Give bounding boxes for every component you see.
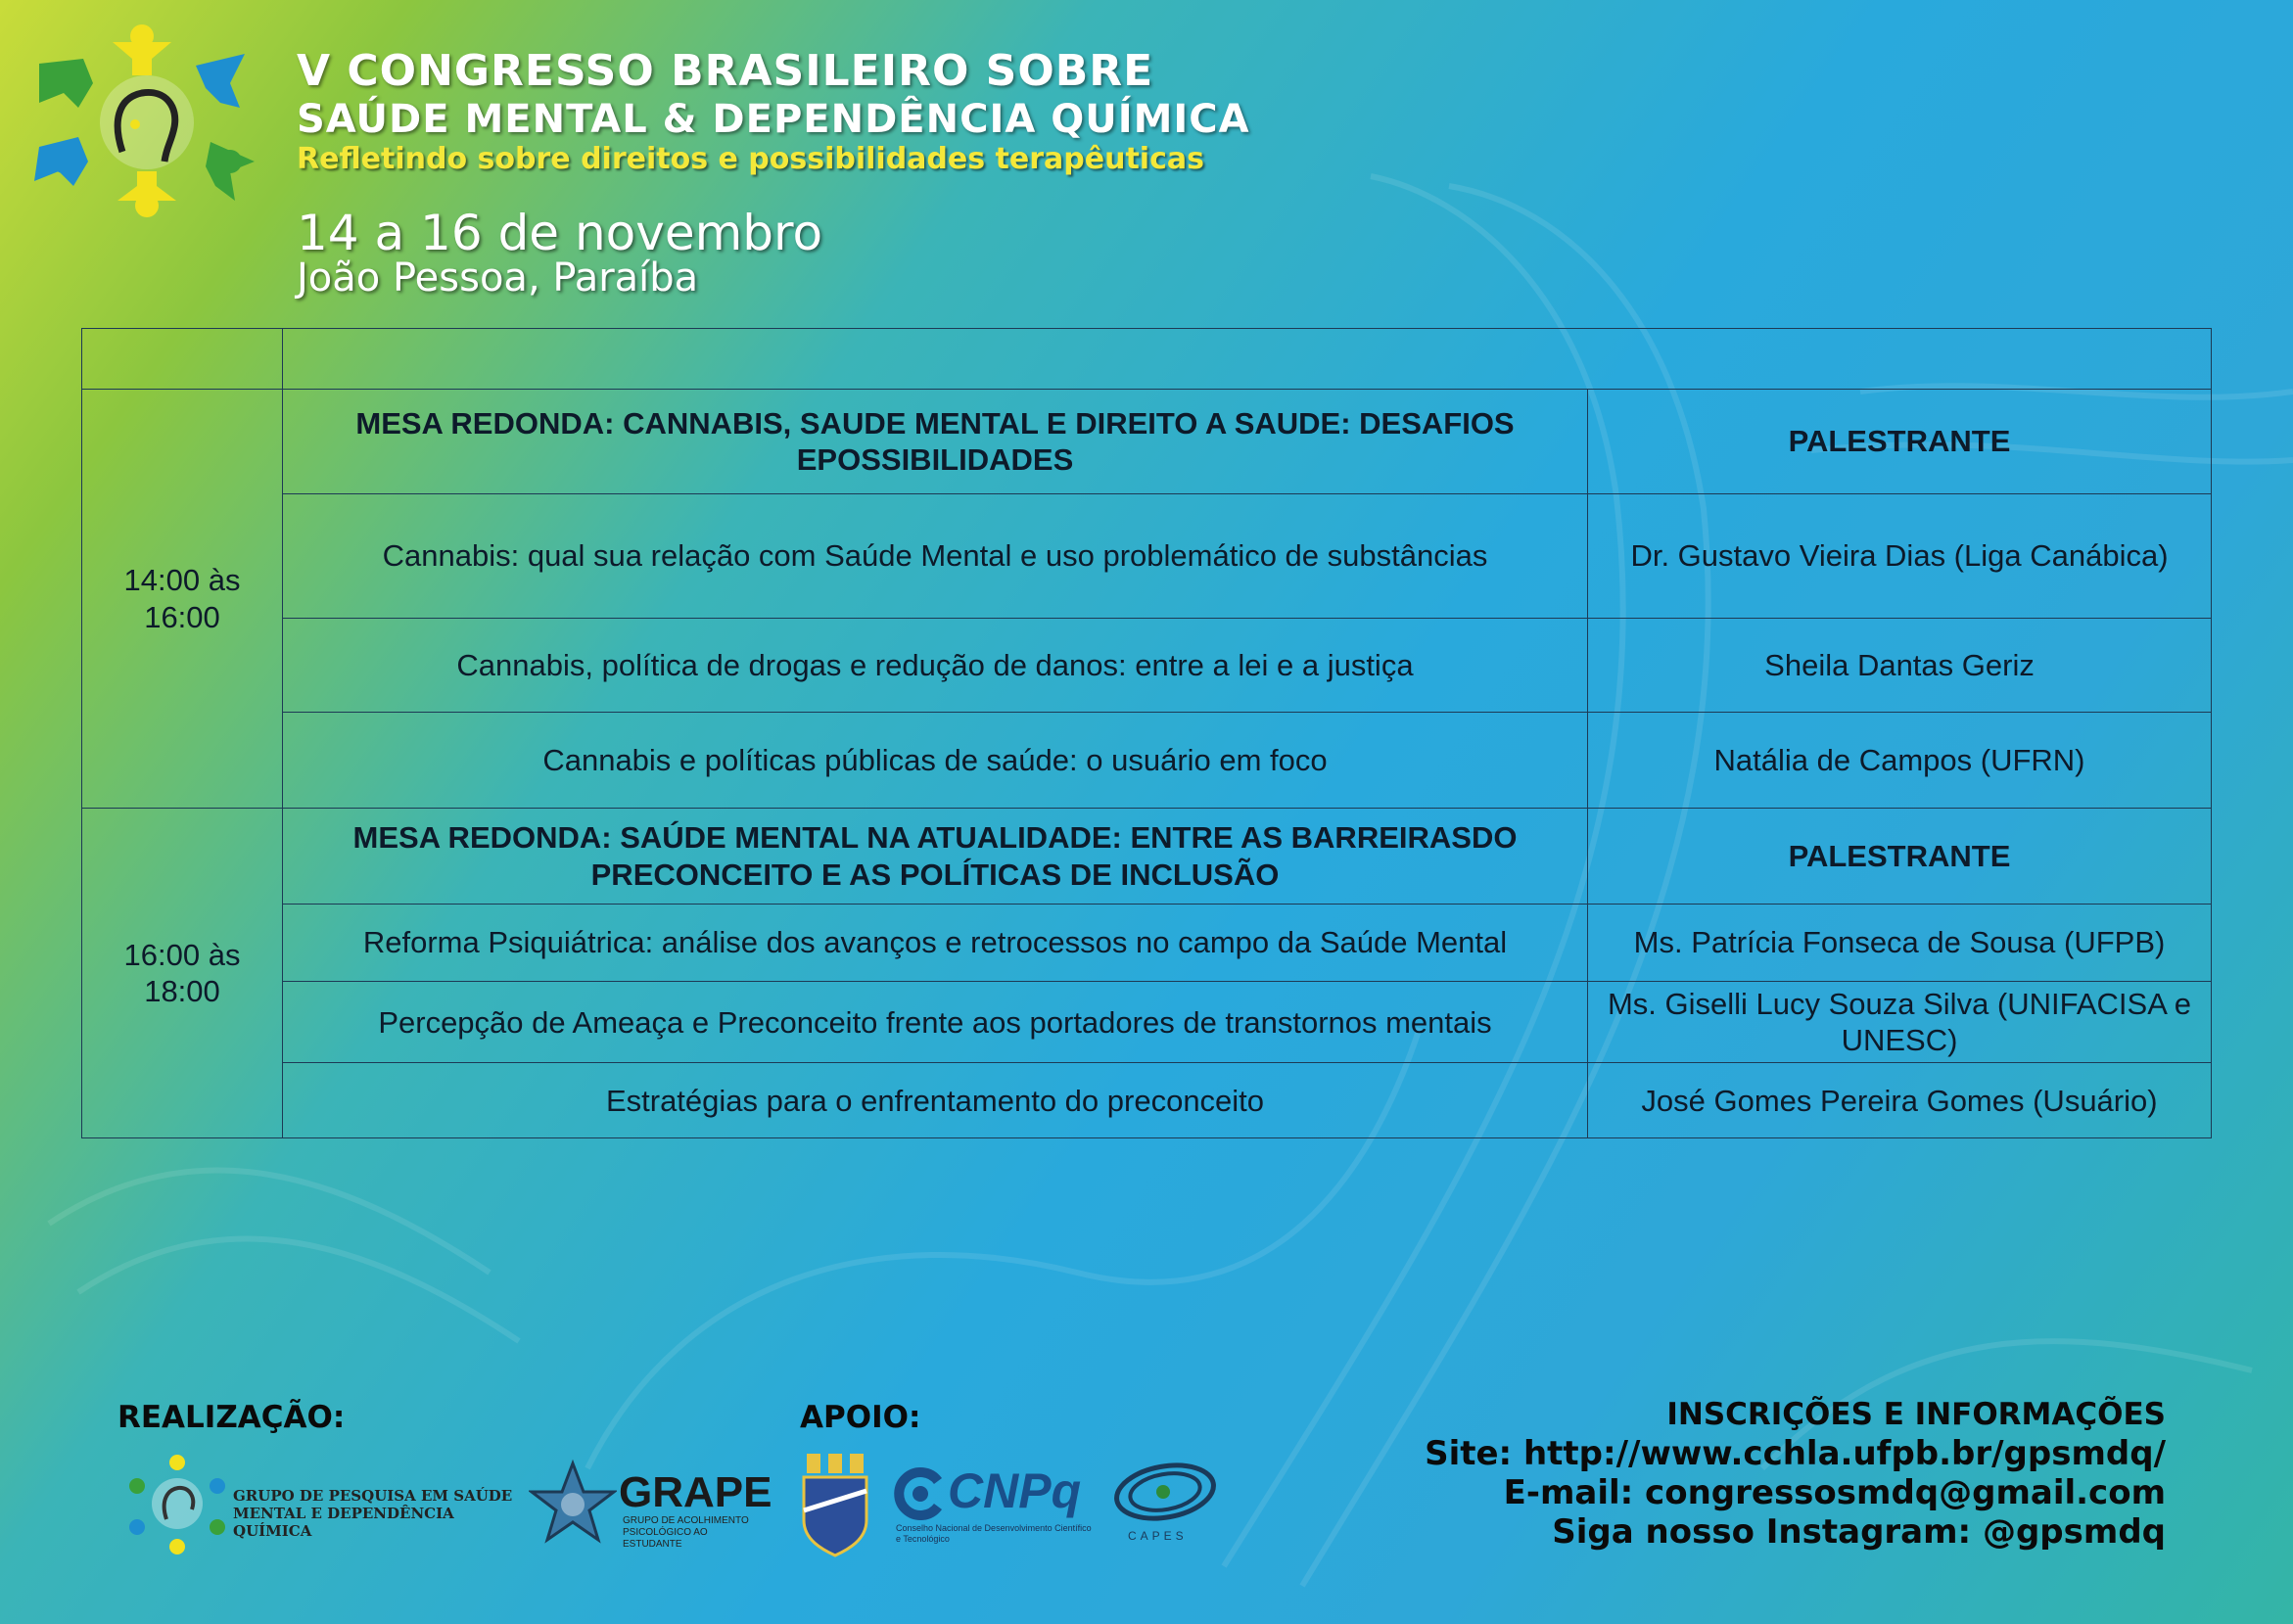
session2-speaker-header: PALESTRANTE <box>1588 809 2212 905</box>
figure-green-left-top <box>39 59 93 108</box>
grape-star-icon <box>529 1459 617 1547</box>
congress-subtitle: Refletindo sobre direitos e possibilidades terapêuticas <box>297 142 1204 176</box>
session1-time: 14:00 às 16:00 <box>82 390 283 809</box>
session1-topic-2: Cannabis, política de drogas e redução de danos: entre a lei e a justiça <box>283 619 1588 713</box>
capes-icon <box>1109 1457 1222 1525</box>
gpsmdq-logo-text: GRUPO DE PESQUISA EM SAÚDE MENTAL E DEPENDÊNCIA QUÍMICA <box>233 1487 513 1540</box>
email-link[interactable]: E-mail: congressosmdq@gmail.com <box>1503 1473 2166 1512</box>
session2-time: 16:00 às 18:00 <box>82 809 283 1138</box>
capes-name: CAPES <box>1128 1529 1188 1543</box>
cnpq-subtitle: Conselho Nacional de Desenvolvimento Científico e Tecnológico <box>896 1523 1092 1544</box>
table-row <box>82 809 2212 905</box>
empty-cell <box>82 329 283 390</box>
session2-speaker-2: Ms. Giselli Lucy Souza Silva (UNIFACISA e UNESC) <box>1588 982 2212 1063</box>
session2-topic-2: Percepção de Ameaça e Preconceito frente aos portadores de transtornos mentais <box>283 982 1588 1063</box>
session2-topic-3: Estratégias para o enfrentamento do preconceito <box>283 1063 1588 1138</box>
table-row <box>82 905 2212 982</box>
session1-speaker-2: Sheila Dantas Geriz <box>1588 619 2212 713</box>
instagram-link[interactable]: Siga nosso Instagram: @gpsmdq <box>1552 1512 2166 1552</box>
head-icon <box>100 75 194 169</box>
figure-blue-left-bottom <box>34 137 88 186</box>
table-row <box>82 982 2212 1063</box>
table-row <box>82 494 2212 619</box>
session2-topic-1: Reforma Psiquiátrica: análise dos avanços e retrocessos no campo da Saúde Mental <box>283 905 1588 982</box>
grape-name: GRAPE <box>619 1468 772 1516</box>
apoio-label: APOIO: <box>800 1400 921 1435</box>
cnpq-icon <box>891 1463 950 1522</box>
figure-blue-right-top <box>196 54 245 108</box>
table-row <box>82 619 2212 713</box>
session2-title: MESA REDONDA: SAÚDE MENTAL NA ATUALIDADE: ENTRE AS BARREIRASDO PRECONCEITO E AS POLÍTICAS DE INCLUSÃO <box>283 809 1588 905</box>
grape-subtitle: GRUPO DE ACOLHIMENTO PSICOLÓGICO AO ESTUDANTE <box>623 1515 749 1550</box>
table-row <box>82 713 2212 809</box>
session2-speaker-3: José Gomes Pereira Gomes (Usuário) <box>1588 1063 2212 1138</box>
session1-speaker-1: Dr. Gustavo Vieira Dias (Liga Canábica) <box>1588 494 2212 619</box>
session1-topic-3: Cannabis e políticas públicas de saúde: o usuário em foco <box>283 713 1588 809</box>
schedule-table <box>81 328 2212 1138</box>
ufpb-crest-icon <box>799 1452 871 1559</box>
event-city: João Pessoa, Paraíba <box>297 255 699 301</box>
header <box>20 15 1292 308</box>
empty-cell <box>283 329 2212 390</box>
session1-title: MESA REDONDA: CANNABIS, SAUDE MENTAL E DIREITO A SAUDE: DESAFIOS EPOSSIBILIDADES <box>283 390 1588 494</box>
site-link[interactable]: Site: http://www.cchla.ufpb.br/gpsmdq/ <box>1425 1434 2166 1473</box>
session1-speaker-header: PALESTRANTE <box>1588 390 2212 494</box>
contact-info <box>1425 1395 2166 1552</box>
cnpq-name: CNPq <box>948 1463 1082 1518</box>
figure-yellow-top <box>113 24 171 75</box>
session2-speaker-1: Ms. Patrícia Fonseca de Sousa (UFPB) <box>1588 905 2212 982</box>
info-title: INSCRIÇÕES E INFORMAÇÕES <box>1666 1397 2166 1432</box>
figure-green-right-bottom <box>206 142 255 201</box>
realizacao-label: REALIZAÇÃO: <box>117 1400 346 1435</box>
congress-title-line2: SAÚDE MENTAL & DEPENDÊNCIA QUÍMICA <box>297 97 1250 142</box>
session1-speaker-3: Natália de Campos (UFRN) <box>1588 713 2212 809</box>
figure-yellow-bottom <box>117 171 176 217</box>
congress-title-line1: V CONGRESSO BRASILEIRO SOBRE <box>297 46 1154 96</box>
table-row <box>82 1063 2212 1138</box>
session1-topic-1: Cannabis: qual sua relação com Saúde Mental e uso problemático de substâncias <box>283 494 1588 619</box>
gpsmdq-logo <box>119 1451 235 1556</box>
table-header-row <box>82 329 2212 390</box>
event-dates: 14 a 16 de novembro <box>297 205 823 261</box>
table-row <box>82 390 2212 494</box>
congress-logo <box>20 15 264 230</box>
